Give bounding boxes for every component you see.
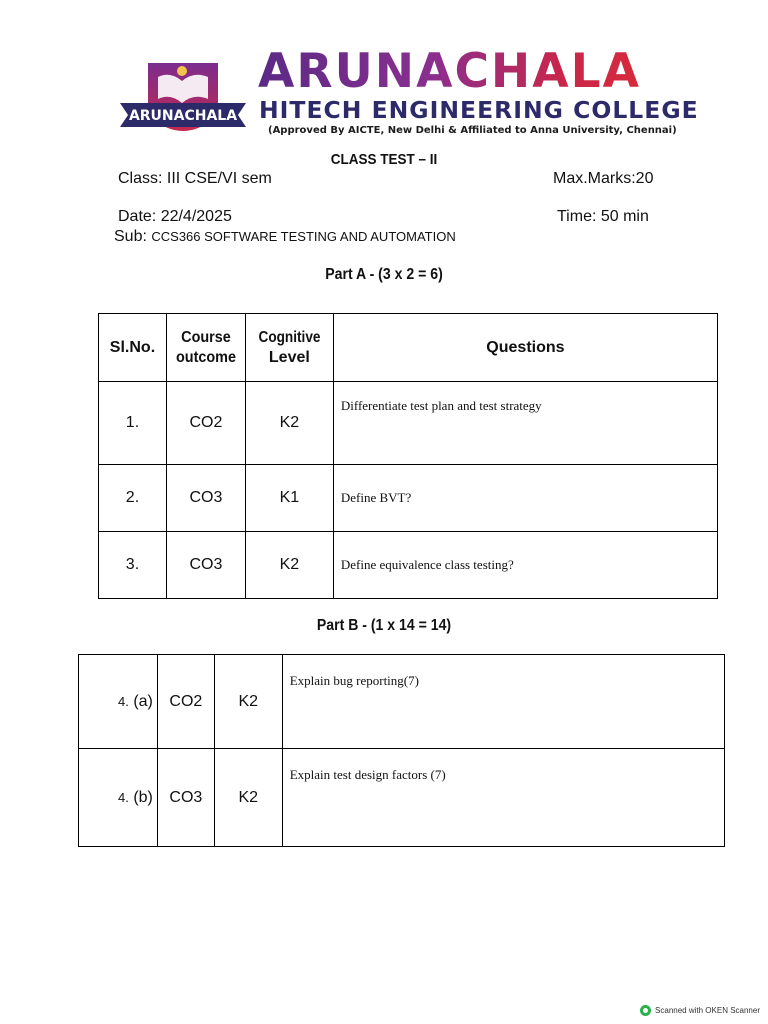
row-number — [79, 749, 158, 847]
exam-date: Date: 22/4/2025 — [118, 208, 232, 225]
table-header-row — [99, 314, 718, 382]
college-name: ARUNACHALA — [258, 44, 641, 99]
class-info: Class: III CSE/VI sem — [118, 170, 272, 187]
header-slno: Sl.No. — [99, 314, 167, 382]
row-number: 3. — [99, 532, 167, 599]
logo-subtext: HITECH — [168, 133, 198, 141]
row-number-sub: (a) — [128, 692, 153, 710]
header-questions: Questions — [333, 314, 717, 382]
header-cognitive-line1: Cognitive — [258, 328, 321, 346]
row-question: Define BVT? — [333, 465, 717, 532]
college-logo — [118, 55, 248, 150]
row-number-main: 4. — [118, 789, 129, 805]
table-row — [99, 382, 718, 465]
header-course-outcome — [166, 314, 245, 382]
row-question: Differentiate test plan and test strategy — [333, 382, 717, 465]
row-co: CO3 — [166, 532, 245, 599]
header-course-line1: Course — [181, 328, 231, 346]
row-number: 1. — [99, 382, 167, 465]
table-row — [99, 465, 718, 532]
row-question: Explain test design factors (7) — [282, 749, 724, 847]
row-co: CO2 — [157, 655, 214, 749]
subject-line — [114, 228, 456, 246]
scanner-watermark — [640, 1005, 760, 1016]
scanner-text: Scanned with OKEN Scanner — [655, 1006, 760, 1015]
college-subtitle: HITECH ENGINEERING COLLEGE — [259, 96, 699, 124]
row-number: 2. — [99, 465, 167, 532]
subject-label: Sub: — [114, 228, 147, 245]
subject-name: CCS366 SOFTWARE TESTING AND AUTOMATION — [151, 229, 456, 244]
table-row — [99, 532, 718, 599]
header-cognitive-level — [245, 314, 333, 382]
scanner-logo-icon — [640, 1005, 651, 1016]
table-row — [79, 749, 725, 847]
row-number — [79, 655, 158, 749]
exam-time: Time: 50 min — [557, 208, 649, 225]
part-a-table — [98, 313, 718, 599]
row-level: K1 — [245, 465, 333, 532]
row-question: Define equivalence class testing? — [333, 532, 717, 599]
table-row — [79, 655, 725, 749]
row-level: K2 — [245, 532, 333, 599]
row-number-main: 4. — [118, 693, 129, 709]
approval-text: (Approved By AICTE, New Delhi & Affiliated to Anna University, Chennai) — [268, 125, 677, 136]
row-number-sub: (b) — [128, 788, 153, 806]
logo-text: ARUNACHALA — [128, 108, 238, 124]
row-level: K2 — [214, 749, 282, 847]
row-question: Explain bug reporting(7) — [282, 655, 724, 749]
header-cognitive-line2: Level — [268, 348, 310, 366]
row-co: CO3 — [166, 465, 245, 532]
header-course-line2: outcome — [175, 348, 236, 366]
row-co: CO2 — [166, 382, 245, 465]
row-level: K2 — [245, 382, 333, 465]
row-level: K2 — [214, 655, 282, 749]
exam-title: CLASS TEST – II — [330, 151, 438, 168]
part-b-table — [78, 654, 725, 847]
max-marks: Max.Marks:20 — [553, 170, 654, 187]
part-a-heading: Part A - (3 x 2 = 6) — [325, 266, 443, 283]
row-co: CO3 — [157, 749, 214, 847]
part-b-heading: Part B - (1 x 14 = 14) — [316, 617, 452, 634]
